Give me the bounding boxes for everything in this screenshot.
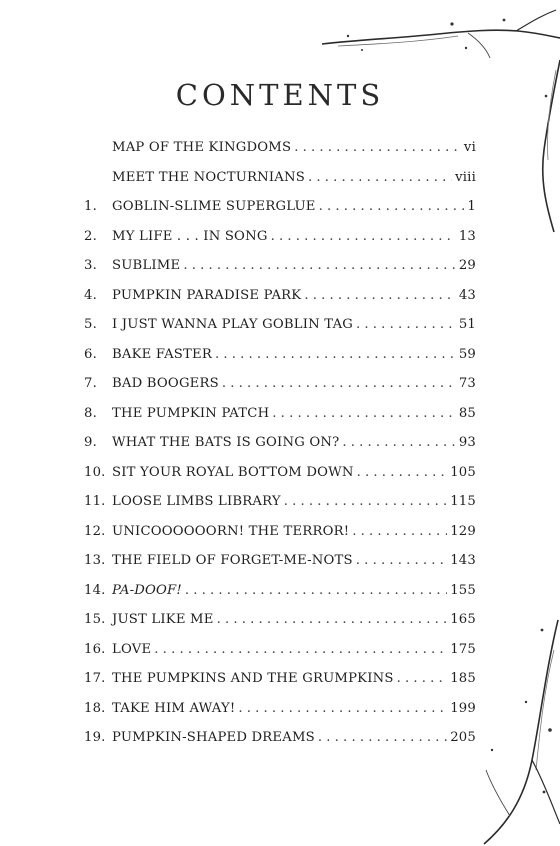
toc-entry (84, 288, 476, 318)
chapter-number: 2. (84, 228, 97, 244)
chapter-number: 16. (84, 641, 106, 657)
toc-entry (84, 435, 476, 465)
page-title: CONTENTS (175, 78, 385, 112)
page-number: 1 (467, 199, 476, 214)
page-number: 73 (458, 376, 476, 391)
chapter-number: 3. (84, 258, 97, 273)
toc-entry (84, 170, 476, 200)
chapter-number: 1. (84, 199, 97, 214)
toc-entry (84, 347, 476, 377)
toc-entry (84, 583, 476, 613)
chapter-title: GOBLIN-SLIME SUPERGLUE (112, 199, 316, 214)
page-number: vi (463, 140, 476, 155)
page-number: 205 (450, 730, 476, 745)
chapter-title: PUMPKIN PARADISE PARK (112, 287, 302, 303)
dot-leader (217, 612, 448, 627)
dot-leader (356, 553, 447, 568)
page-number: 143 (450, 553, 476, 568)
chapter-title: THE FIELD OF FORGET-ME-NOTS (112, 553, 353, 568)
toc-entry (84, 376, 476, 406)
branch-illustration-bottom (470, 610, 560, 846)
chapter-title: BAKE FASTER (112, 346, 212, 362)
dot-leader (215, 347, 456, 362)
page-number: 175 (450, 641, 476, 657)
page-number: 165 (450, 612, 476, 627)
toc-entry (84, 553, 476, 583)
dot-leader (183, 258, 455, 273)
dot-leader (222, 376, 456, 391)
page-number: 29 (458, 258, 476, 273)
page-number: viii (455, 169, 476, 185)
dot-leader (397, 671, 448, 686)
chapter-number: 17. (84, 671, 106, 686)
chapter-title: LOOSE LIMBS LIBRARY (112, 494, 281, 509)
chapter-number: 11. (84, 494, 106, 509)
toc-entry (84, 317, 476, 347)
chapter-number: 6. (84, 346, 97, 362)
chapter-title: UNICOOOOOORN! THE TERROR! (112, 523, 350, 539)
dot-leader (357, 465, 448, 480)
dot-leader (294, 140, 461, 155)
toc-entry (84, 701, 476, 731)
page-number: 105 (450, 464, 476, 480)
chapter-number: 5. (84, 317, 97, 332)
dot-leader (154, 642, 447, 657)
toc-entry (84, 406, 476, 436)
toc-entry (84, 612, 476, 642)
toc-entry (84, 199, 476, 229)
chapter-number: 10. (84, 464, 106, 480)
chapter-number: 13. (84, 553, 106, 568)
dot-leader (271, 229, 456, 244)
toc-entry (84, 140, 476, 170)
page-number: 185 (450, 671, 476, 686)
toc-entry (84, 258, 476, 288)
page-number: 199 (450, 700, 476, 716)
dot-leader (308, 170, 452, 185)
page-number: 85 (458, 405, 476, 421)
toc-entry (84, 229, 476, 259)
page-number: 43 (458, 287, 476, 303)
chapter-title: I JUST WANNA PLAY GOBLIN TAG (112, 317, 354, 332)
chapter-title: LOVE (112, 641, 152, 657)
toc-entry (84, 465, 476, 495)
chapter-number: 7. (84, 376, 97, 391)
dot-leader (304, 288, 455, 303)
toc-entry (84, 730, 476, 760)
dot-leader (284, 494, 447, 509)
chapter-title: THE PUMPKINS AND THE GRUMPKINS (112, 671, 394, 686)
chapter-title: MAP OF THE KINGDOMS (112, 140, 292, 155)
chapter-title: PUMPKIN-SHAPED DREAMS (112, 730, 315, 745)
chapter-title: MY LIFE . . . IN SONG (112, 228, 268, 244)
chapter-title: SIT YOUR ROYAL BOTTOM DOWN (112, 464, 354, 480)
chapter-number: 18. (84, 700, 106, 716)
dot-leader (185, 583, 447, 598)
chapter-title: THE PUMPKIN PATCH (112, 405, 270, 421)
chapter-title: BAD BOOGERS (112, 376, 219, 391)
page-number: 93 (458, 435, 476, 450)
dot-leader (356, 317, 456, 332)
chapter-number: 19. (84, 730, 106, 745)
chapter-number: 14. (84, 582, 106, 598)
dot-leader (342, 435, 455, 450)
toc-entry (84, 642, 476, 672)
chapter-title: PA-DOOF! (112, 582, 182, 598)
chapter-number: 15. (84, 612, 106, 627)
chapter-title: WHAT THE BATS IS GOING ON? (112, 435, 340, 450)
table-of-contents (84, 140, 476, 760)
chapter-title: JUST LIKE ME (112, 612, 214, 627)
chapter-number: 4. (84, 287, 97, 303)
chapter-title: MEET THE NOCTURNIANS (112, 169, 305, 185)
dot-leader (352, 524, 447, 539)
dot-leader (272, 406, 456, 421)
chapter-title: TAKE HIM AWAY! (112, 700, 236, 716)
page-number: 59 (458, 346, 476, 362)
chapter-number: 9. (84, 435, 97, 450)
toc-entry (84, 524, 476, 554)
toc-entry (84, 671, 476, 701)
chapter-number: 8. (84, 405, 97, 421)
chapter-title: SUBLIME (112, 258, 181, 273)
chapter-number: 12. (84, 523, 106, 539)
page-number: 13 (458, 228, 476, 244)
page-number: 51 (458, 317, 476, 332)
dot-leader (319, 199, 465, 214)
toc-entry (84, 494, 476, 524)
dot-leader (238, 701, 447, 716)
dot-leader (318, 730, 447, 745)
page-number: 155 (450, 582, 476, 598)
page-number: 115 (450, 494, 476, 509)
page-number: 129 (450, 523, 476, 539)
